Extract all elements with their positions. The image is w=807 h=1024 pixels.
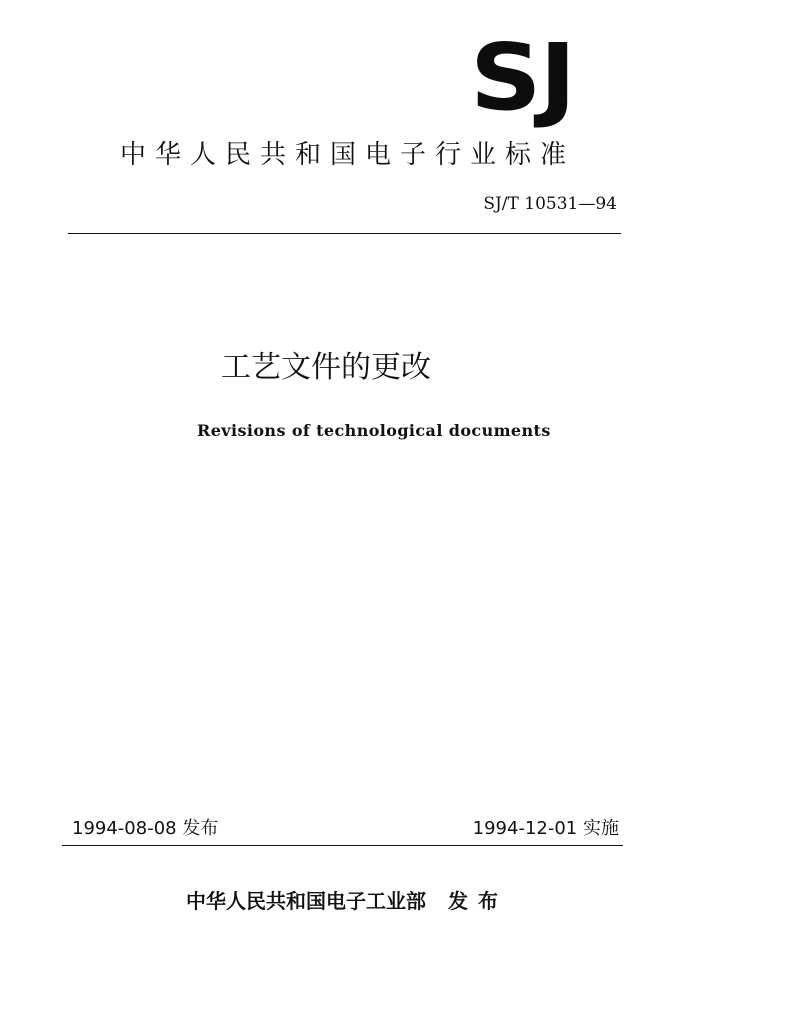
implementation-date: 1994-12-01 实施 [472, 818, 619, 839]
document-title-english: Revisions of technological documents [197, 421, 551, 440]
standard-category-title: 中华人民共和国电子行业标准 [120, 140, 576, 170]
issue-date: 1994-08-08 发布 [72, 818, 219, 839]
standard-number: SJ/T 10531—94 [483, 194, 617, 214]
header-divider [68, 233, 621, 234]
sj-logo: SJ [470, 24, 575, 131]
publish-action: 发布 [448, 889, 508, 913]
publisher-name: 中华人民共和国电子工业部 [186, 889, 426, 913]
document-title-chinese: 工艺文件的更改 [221, 350, 431, 385]
footer-divider [62, 845, 623, 846]
publisher-line [186, 887, 508, 915]
